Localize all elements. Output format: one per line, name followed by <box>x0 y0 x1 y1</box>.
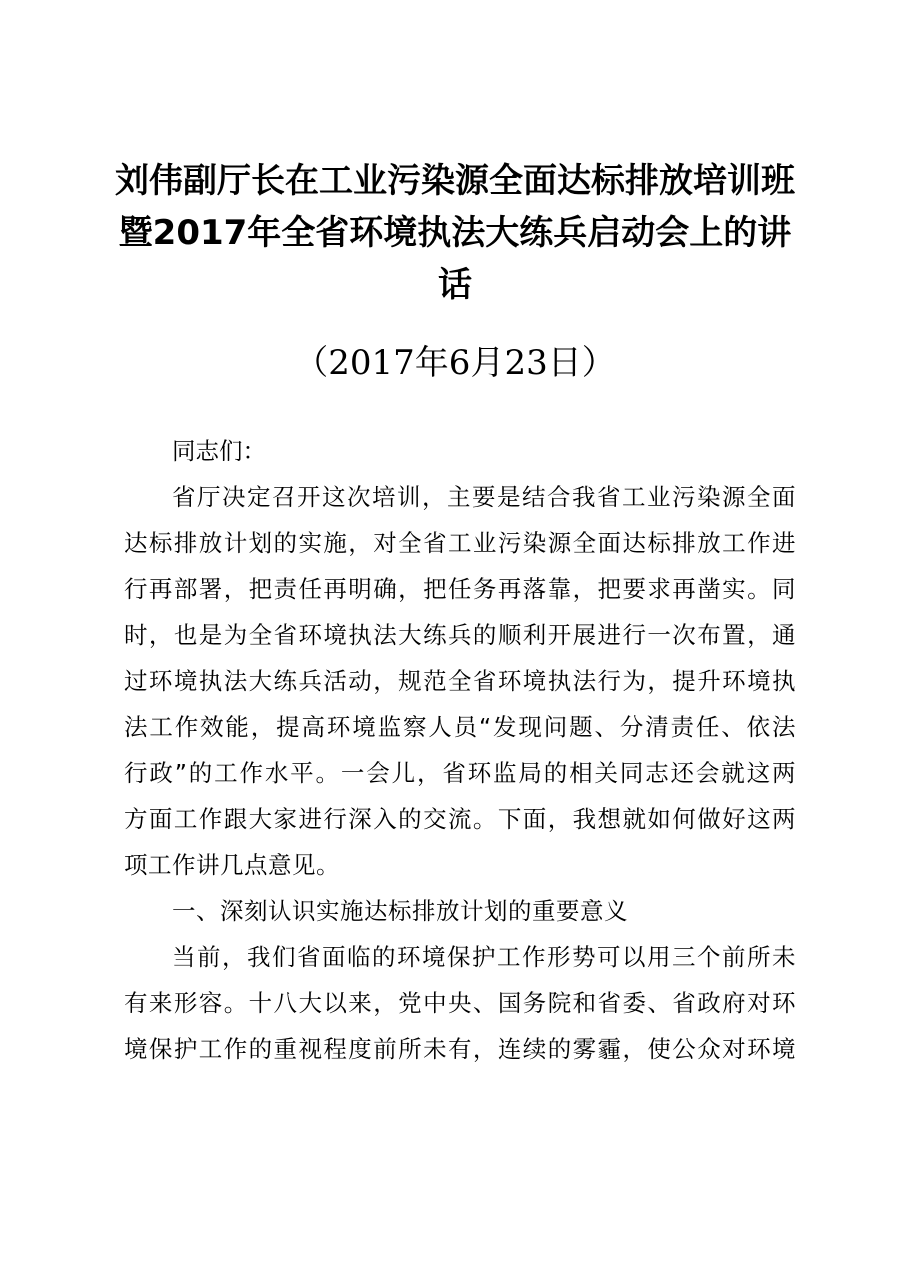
paragraph-line: 有来形容。十八大以来，党中央、国务院和省委、省政府对环 <box>124 989 796 1017</box>
paragraph-2 <box>124 934 796 1072</box>
paragraph-line: 行政”的工作水平。一会儿，省环监局的相关同志还会就这两 <box>124 759 796 787</box>
paragraph-line: 当前，我们省面临的环境保护工作形势可以用三个前所未 <box>172 943 796 971</box>
title-line: 话 <box>438 265 472 305</box>
greeting: 同志们： <box>172 437 266 465</box>
paragraph-line: 境保护工作的重视程度前所未有，连续的雾霾，使公众对环境 <box>124 1035 796 1063</box>
paragraph-line: 项工作讲几点意见。 <box>124 851 340 879</box>
paragraph-line: 省厅决定召开这次培训，主要是结合我省工业污染源全面 <box>172 483 796 511</box>
document-body <box>124 428 796 1072</box>
document-date: （2017年6月23日） <box>294 343 616 383</box>
document-title <box>110 155 800 311</box>
paragraph-line: 方面工作跟大家进行深入的交流。下面，我想就如何做好这两 <box>124 805 796 833</box>
paragraph-line: 行再部署，把责任再明确，把任务再落靠，把要求再凿实。同 <box>124 575 796 603</box>
paragraph-line: 法工作效能，提高环境监察人员“发现问题、分清责任、依法 <box>124 713 796 741</box>
section-heading: 一、深刻认识实施达标排放计划的重要意义 <box>172 897 628 925</box>
paragraph-line: 过环境执法大练兵活动，规范全省环境执法行为，提升环境执 <box>124 667 796 695</box>
title-line: 刘伟副厅长在工业污染源全面达标排放培训班 <box>115 161 795 201</box>
paragraph-line: 达标排放计划的实施，对全省工业污染源全面达标排放工作进 <box>124 529 796 557</box>
paragraph-1 <box>124 474 796 888</box>
paragraph-line: 时，也是为全省环境执法大练兵的顺利开展进行一次布置，通 <box>124 621 796 649</box>
title-line: 暨2017年全省环境执法大练兵启动会上的讲 <box>118 213 792 253</box>
